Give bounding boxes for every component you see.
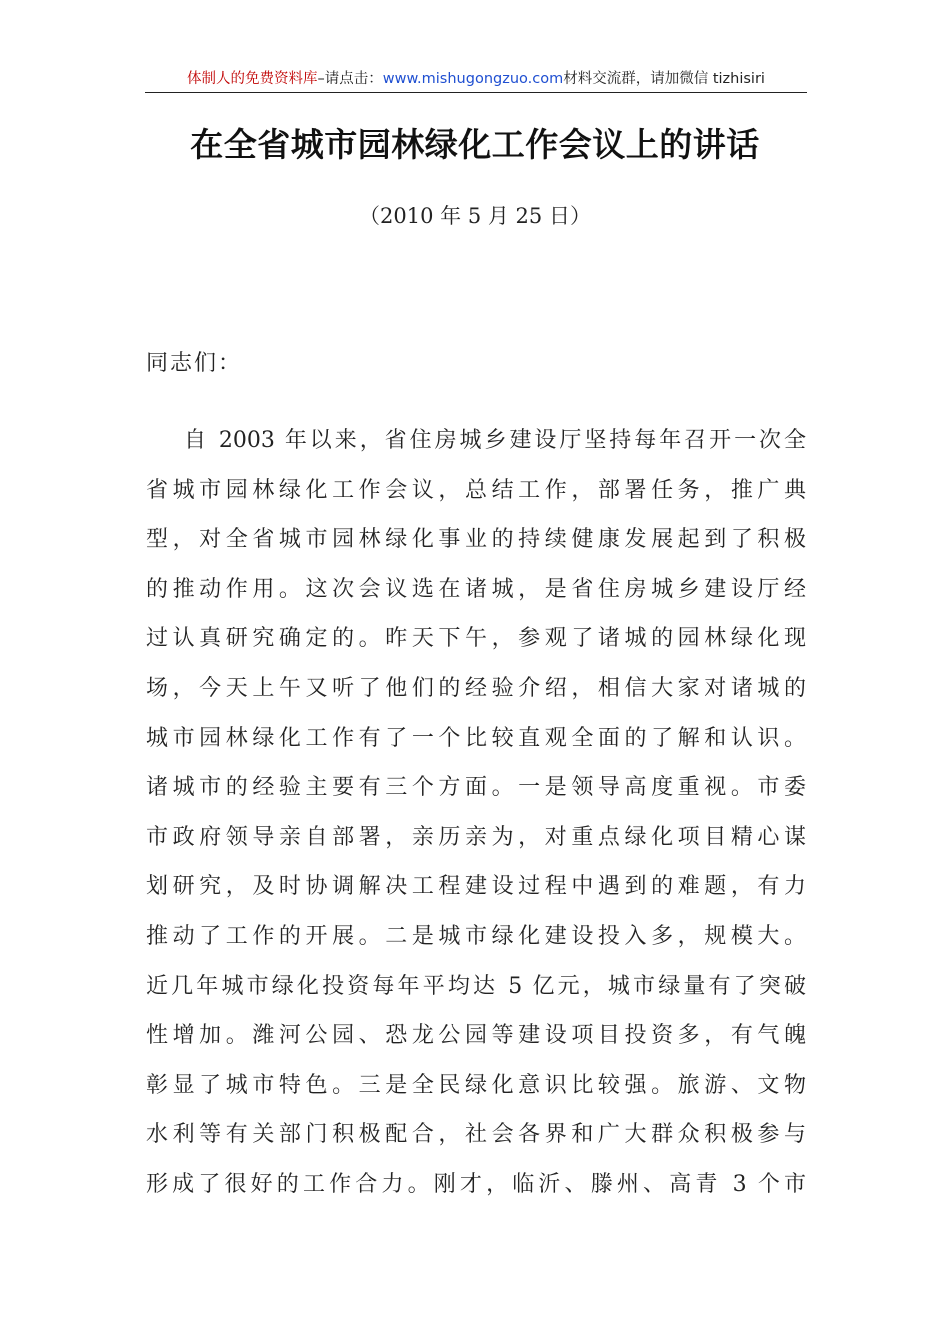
paragraph-line: 推动了工作的开展。二是城市绿化建设投入多，规模大。	[146, 923, 806, 949]
paragraph-line: 型，对全省城市园林绿化事业的持续健康发展起到了积极	[146, 527, 806, 553]
paragraph-line: 彰显了城市特色。三是全民绿化意识比较强。旅游、文物	[146, 1072, 806, 1098]
paragraph-line: 诸城市的经验主要有三个方面。一是领导高度重视。市委	[146, 775, 806, 801]
salutation: 同志们：	[146, 351, 243, 376]
paragraph-line: 性增加。潍河公园、恐龙公园等建设项目投资多，有气魄	[146, 1023, 806, 1049]
paragraph-line: 近几年城市绿化投资每年平均达 5 亿元，城市绿量有了突破	[146, 973, 806, 999]
paragraph-line: 省城市园林绿化工作会议，总结工作，部署任务，推广典	[146, 477, 806, 503]
header-contact-note: 材料交流群，请加微信 tizhisiri	[563, 71, 765, 87]
paragraph-line: 过认真研究确定的。昨天下午，参观了诸城的园林绿化现	[146, 626, 806, 652]
body-paragraph	[146, 416, 806, 1210]
header-prompt: –请点击：	[317, 71, 383, 87]
paragraph-line: 划研究，及时协调解决工程建设过程中遇到的难题，有力	[146, 874, 806, 900]
paragraph-line: 形成了很好的工作合力。刚才，临沂、滕州、高青 3 个市	[146, 1171, 806, 1197]
paragraph-line: 场，今天上午又听了他们的经验介绍，相信大家对诸城的	[146, 675, 806, 701]
header-brand: 体制人的免费资料库	[187, 71, 318, 87]
paragraph-line: 城市园林绿化工作有了一个比较直观全面的了解和认识。	[146, 725, 806, 751]
document-date: （2010 年 5 月 25 日）	[359, 204, 591, 228]
page-header	[145, 66, 807, 93]
paragraph-line: 自 2003 年以来，省住房城乡建设厅坚持每年召开一次全	[184, 428, 806, 453]
paragraph-line: 市政府领导亲自部署，亲历亲为，对重点绿化项目精心谋	[146, 824, 806, 850]
paragraph-line: 的推动作用。这次会议选在诸城，是省住房城乡建设厅经	[146, 576, 806, 602]
document-title: 在全省城市园林绿化工作会议上的讲话	[190, 125, 760, 164]
paragraph-line: 水利等有关部门积极配合，社会各界和广大群众积极参与	[146, 1122, 806, 1148]
header-website-link[interactable]: www.mishugongzuo.com	[382, 71, 564, 87]
